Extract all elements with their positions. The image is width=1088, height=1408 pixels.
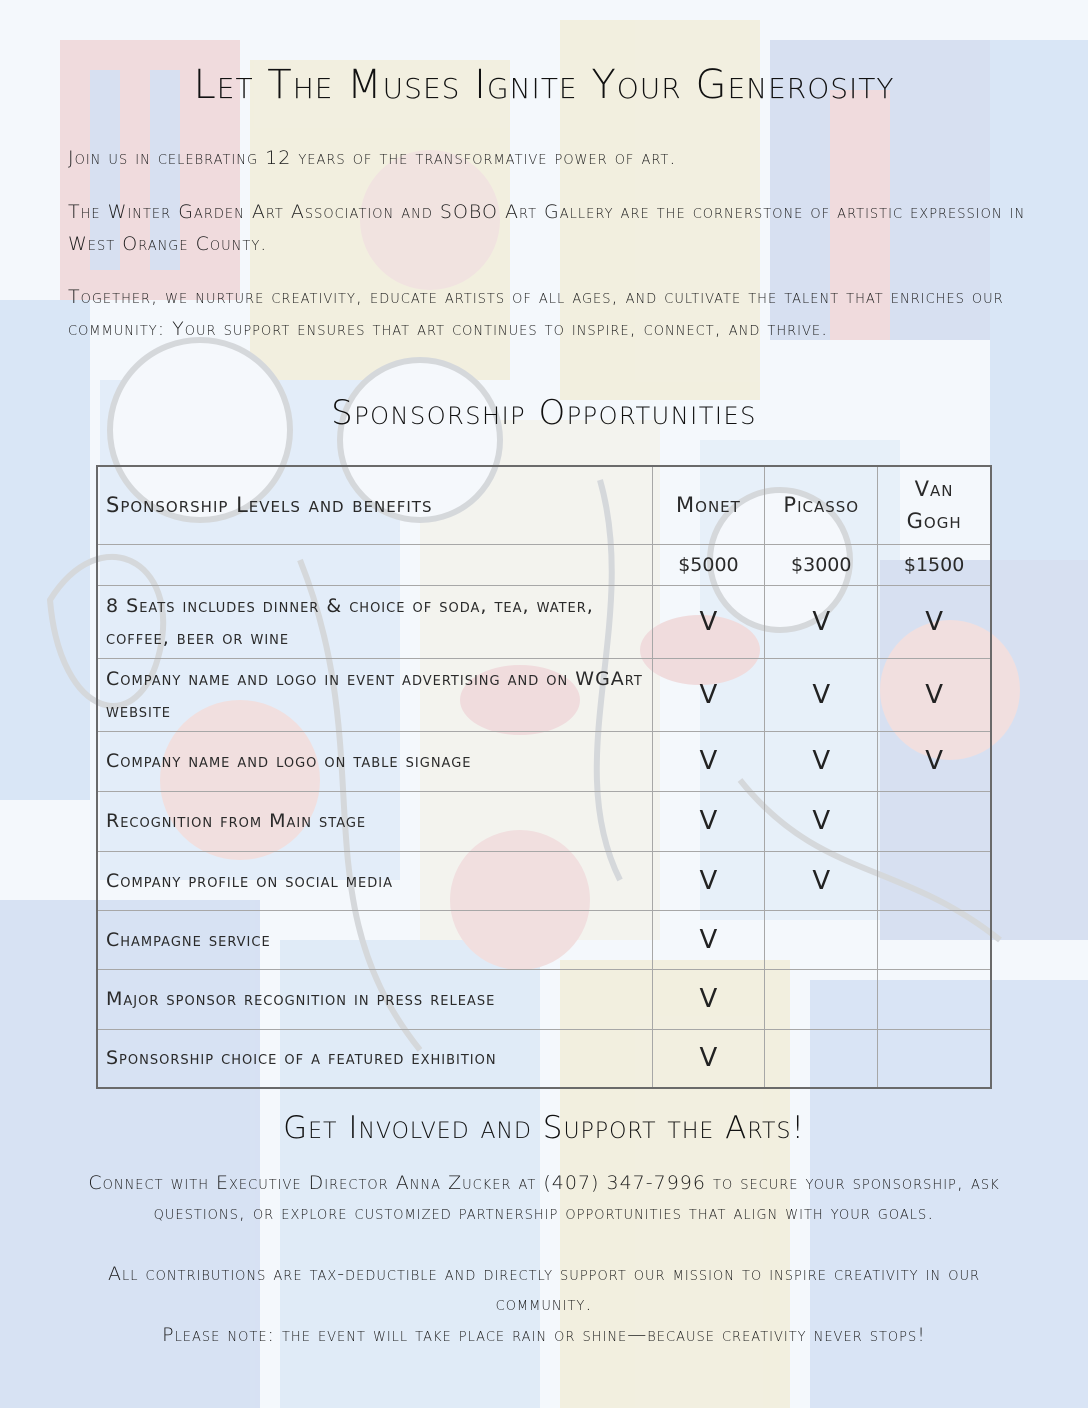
benefit-label: Major sponsor recognition in press release — [97, 969, 652, 1029]
check-mark-picasso: V — [765, 658, 878, 731]
check-mark-van-gogh — [878, 1029, 991, 1088]
check-mark-van-gogh — [878, 791, 991, 851]
sponsorship-table — [96, 465, 992, 1089]
footer-contact-paragraph: Connect with Executive Director Anna Zucker at (407) 347-7996 to secure your sponsorship, ask questions, or explore customized partnership opportunities that align with your goals. — [88, 1172, 1000, 1224]
check-mark-monet: V — [652, 791, 765, 851]
benefit-label: Company name and logo on table signage — [97, 731, 652, 791]
check-mark-picasso — [765, 1029, 878, 1088]
table-row — [97, 585, 991, 658]
tier-header-van-gogh: Van Gogh — [878, 466, 991, 544]
check-mark-van-gogh — [878, 910, 991, 969]
table-row — [97, 731, 991, 791]
intro-paragraph-together: Together, we nurture creativity, educate artists of all ages, and cultivate the talent that enriches our community: Your support ensures that art continues to inspire, connect, and thrive. — [68, 286, 1004, 340]
check-mark-van-gogh — [878, 851, 991, 910]
tier-header-monet: Monet — [652, 466, 765, 544]
benefit-label: Champagne service — [97, 910, 652, 969]
check-mark-monet: V — [652, 910, 765, 969]
check-mark-picasso — [765, 910, 878, 969]
price-picasso: $3000 — [765, 544, 878, 585]
price-row-label-empty — [97, 544, 652, 585]
check-mark-monet: V — [652, 1029, 765, 1088]
get-involved-heading: Get Involved and Support the Arts! — [283, 1110, 805, 1146]
intro-paragraph-celebration: Join us in celebrating 12 years of the transformative power of art. — [68, 147, 677, 169]
table-header-row — [97, 466, 991, 544]
check-mark-monet: V — [652, 585, 765, 658]
benefit-label: 8 Seats includes dinner & choice of soda, tea, water, coffee, beer or wine — [97, 585, 652, 658]
check-mark-van-gogh: V — [878, 585, 991, 658]
table-row — [97, 851, 991, 910]
tier-header-picasso: Picasso — [765, 466, 878, 544]
check-mark-monet: V — [652, 658, 765, 731]
check-mark-monet: V — [652, 851, 765, 910]
price-monet: $5000 — [652, 544, 765, 585]
benefit-label: Recognition from Main stage — [97, 791, 652, 851]
check-mark-van-gogh — [878, 969, 991, 1029]
check-mark-picasso: V — [765, 585, 878, 658]
intro-paragraph-cornerstone: The Winter Garden Art Association and SOBO Art Gallery are the cornerstone of artistic expression in West Orange County. — [68, 201, 1026, 255]
footer-rain-or-shine-note: Please note: the event will take place rain or shine—because creativity never stops! — [162, 1324, 926, 1346]
footer-tax-deductible-paragraph: All contributions are tax-deductible and directly support our mission to inspire creativity in our community. — [107, 1263, 980, 1315]
table-row — [97, 969, 991, 1029]
table-row — [97, 791, 991, 851]
benefit-label: Sponsorship choice of a featured exhibition — [97, 1029, 652, 1088]
check-mark-picasso: V — [765, 731, 878, 791]
page-title: Let The Muses Ignite Your Generosity — [193, 62, 895, 108]
table-row — [97, 1029, 991, 1088]
benefit-label: Company profile on social media — [97, 851, 652, 910]
benefit-label: Company name and logo in event advertising and on WGArt website — [97, 658, 652, 731]
table-row — [97, 658, 991, 731]
check-mark-van-gogh: V — [878, 658, 991, 731]
table-price-row — [97, 544, 991, 585]
check-mark-picasso — [765, 969, 878, 1029]
check-mark-van-gogh: V — [878, 731, 991, 791]
table-row — [97, 910, 991, 969]
check-mark-picasso: V — [765, 791, 878, 851]
check-mark-picasso: V — [765, 851, 878, 910]
benefits-column-header: Sponsorship Levels and benefits — [97, 466, 652, 544]
price-van-gogh: $1500 — [878, 544, 991, 585]
check-mark-monet: V — [652, 969, 765, 1029]
check-mark-monet: V — [652, 731, 765, 791]
sponsorship-heading: Sponsorship Opportunities — [331, 393, 757, 433]
